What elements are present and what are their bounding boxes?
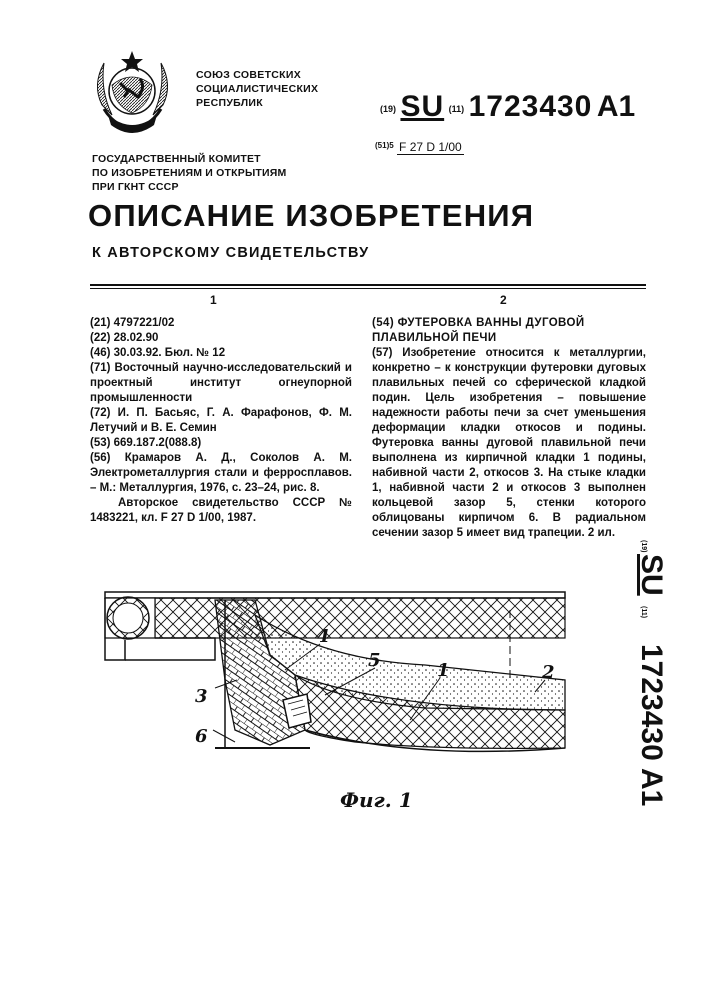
- abstract-body: (57) Изобретение относится к металлургии, конкретно – к конструкции футеровки дуговых плавильных печей со сферической кладкой подин. Цель изобретения – повышение надежности работы печи за счет уменьшения деформации кладки откосов и подины. Футеровка ванны дуговой плавильной печи выполнена из кирпичной кладки 1 подины, набивной части 2, откосов 3. На стыке кладки 1, набивной части 2 и откосов 3 выполнен кольцевой зазор 5, стенки которого облицованы кирпичом 6. В радиальном сечении зазор 5 имеет вид трапеции. 2 ил.: [372, 347, 646, 539]
- side-patent-text: 1723430 A1: [635, 644, 668, 807]
- publication-number: [380, 90, 635, 124]
- figure-label-4: 4: [317, 626, 330, 647]
- biblio-entry: (56) Крамаров А. Д., Соколов А. М. Электрометаллургия стали и ферросплавов. – М.: Металлургия, 1976, с. 23–24, рис. 8.: [90, 452, 352, 494]
- committee-line: ПО ИЗОБРЕТЕНИЯМ И ОТКРЫТИЯМ: [92, 167, 287, 179]
- figure-label-5: 5: [368, 650, 381, 671]
- tag-19: (19): [380, 104, 397, 114]
- side-tag-19: (19): [640, 540, 647, 553]
- ussr-label: [196, 68, 318, 110]
- figure-caption: Фиг. 1: [340, 788, 413, 812]
- tag-51: (51)5: [375, 141, 394, 150]
- committee-label: [92, 152, 287, 194]
- biblio-entry: (71) Восточный научно-исследовательский и проектный институт огнеупорной промышленности: [90, 362, 352, 404]
- header-rule-thin: [90, 288, 646, 289]
- committee-line: ПРИ ГКНТ СССР: [92, 181, 179, 193]
- column-number-2: 2: [500, 293, 507, 307]
- biblio-entry: (22) 28.02.90: [90, 332, 159, 344]
- ussr-line: РЕСПУБЛИК: [196, 97, 263, 109]
- biblio-entry: (53) 669.187.2(088.8): [90, 437, 202, 449]
- figure-label-1: 1: [437, 660, 450, 681]
- invention-title: (54) ФУТЕРОВКА ВАННЫ ДУГОВОЙ ПЛАВИЛЬНОЙ ПЕЧИ: [372, 317, 585, 344]
- ussr-emblem: [90, 45, 175, 140]
- side-tag-11: (11): [640, 606, 647, 619]
- figure-label-3: 3: [195, 686, 208, 707]
- column-number-1: 1: [210, 293, 217, 307]
- annular-gap: [283, 694, 311, 728]
- country-code: SU: [400, 90, 445, 123]
- side-country-code: SU: [635, 554, 668, 596]
- ipc-code: F 27 D 1/00: [399, 140, 462, 154]
- ipc-classification: [375, 140, 464, 154]
- document-title: ОПИСАНИЕ ИЗОБРЕТЕНИЯ: [88, 198, 535, 233]
- patent-number: 1723430: [468, 90, 593, 123]
- biblio-entry: (21) 4797221/02: [90, 317, 175, 329]
- tag-11: (11): [448, 104, 465, 114]
- document-subtitle: К АВТОРСКОМУ СВИДЕТЕЛЬСТВУ: [92, 245, 370, 261]
- figure-label-2: 2: [542, 662, 555, 683]
- biblio-entry: (46) 30.03.92. Бюл. № 12: [90, 347, 226, 359]
- abstract: [372, 316, 646, 541]
- header-rule: [90, 284, 646, 286]
- biblio-entry: Авторское свидетельство СССР № 1483221, кл. F 27 D 1/00, 1987.: [90, 497, 352, 524]
- ussr-line: СОЮЗ СОВЕТСКИХ: [196, 69, 302, 81]
- biblio-entry: (72) И. П. Басьяс, Г. А. Фарафонов, Ф. М. Летучий и В. Е. Семин: [90, 407, 352, 434]
- bibliographic-data: [90, 316, 352, 526]
- roof-plate: [105, 592, 565, 598]
- ussr-line: СОЦИАЛИСТИЧЕСКИХ: [196, 83, 319, 95]
- figure-1-drawing: [95, 570, 675, 770]
- committee-line: ГОСУДАРСТВЕННЫЙ КОМИТЕТ: [92, 153, 261, 165]
- kind-code: A1: [596, 90, 636, 123]
- figure-label-6: 6: [195, 726, 208, 747]
